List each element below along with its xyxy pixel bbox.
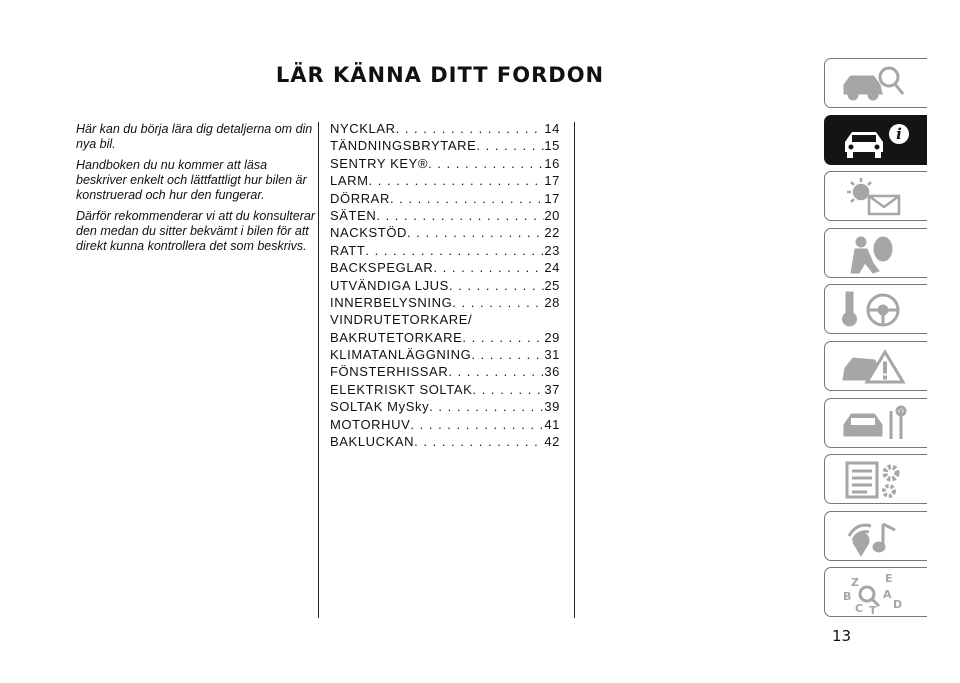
toc-page-number: 17 [544,190,560,206]
svg-text:i: i [896,124,902,143]
chapter-tab[interactable] [824,511,927,561]
toc-entry[interactable]: NACKSTÖD . . . 22 [330,225,560,242]
car-info-icon [839,120,911,162]
chapter-tab[interactable] [824,115,927,165]
airbag-icon [839,233,911,275]
index-letter: B [843,590,852,604]
toc-entry[interactable]: FÖNSTERHISSAR . . . 36 [330,364,560,381]
column-divider [318,122,319,618]
chapter-tab[interactable] [824,567,927,617]
toc-page-number: 22 [544,225,560,241]
toc-page-number: 31 [544,347,560,363]
chapter-tab[interactable] [824,58,927,108]
index-letter: C [855,602,864,615]
intro-paragraph: Handboken du nu kommer att läsa beskriver enkelt och lättfattligt hur bilen är konstruerad och hur den fungerar. [76,158,307,202]
toc-entry[interactable]: RATT . . . 23 [330,243,560,260]
table-of-contents [330,121,560,451]
toc-page-number: 15 [544,138,560,154]
toc-page-number: 42 [544,434,560,450]
index-letter: T [869,604,877,615]
toc-entry[interactable]: INNERBELYSNING . . . 28 [330,295,560,312]
chapter-tab[interactable] [824,398,927,448]
toc-page-number: 28 [544,294,560,310]
toc-entry[interactable]: SOLTAK MySky . . . 39 [330,399,560,416]
toc-entry[interactable]: ELEKTRISKT SOLTAK . . . 37 [330,382,560,399]
index-letter: E [885,572,893,586]
chapter-tab[interactable] [824,228,927,278]
toc-page-number: 24 [544,260,560,276]
toc-page-number: 41 [544,416,560,432]
toc-entry[interactable]: DÖRRAR . . . 17 [330,191,560,208]
toc-entry[interactable]: BAKLUCKAN . . . 42 [330,434,560,451]
alphabet-index-icon [839,572,911,614]
toc-page-number: 39 [544,399,560,415]
page-number: 13 [832,627,852,645]
index-letter: D [893,598,903,612]
toc-entry[interactable]: MOTORHUV . . . 41 [330,417,560,434]
light-message-icon [839,176,911,218]
intro-text [76,122,316,260]
toc-page-number: 37 [544,381,560,397]
toc-entry[interactable]: UTVÄNDIGA LJUS . . . 25 [330,278,560,295]
chapter-tab[interactable] [824,171,927,221]
toc-page-number: 29 [544,329,560,345]
chapter-tab[interactable] [824,454,927,504]
toc-entry[interactable]: LARM . . . 17 [330,173,560,190]
page-title: LÄR KÄNNA DITT FORDON [275,63,605,87]
chapter-tab[interactable] [824,341,927,391]
toc-entry[interactable]: SÄTEN . . . 20 [330,208,560,225]
steering-wheel-icon [839,289,911,331]
toc-entry[interactable]: TÄNDNINGSBRYTARE . . . 15 [330,138,560,155]
toc-entry[interactable]: BACKSPEGLAR . . . 24 [330,260,560,277]
toc-page-number: 20 [544,207,560,223]
toc-page-number: 36 [544,364,560,380]
toc-page-number: 25 [544,277,560,293]
toc-page-number: 14 [544,121,560,136]
chapter-tabs [824,58,928,624]
spec-list-gear-icon [839,459,911,501]
intro-paragraph: Här kan du börja lära dig detaljerna om din nya bil. [76,122,313,151]
toc-entry[interactable]: VINDRUTETORKARE/ BAKRUTETORKARE . . . 29 [330,312,560,347]
intro-paragraph: Därför rekommenderar vi att du konsulterar den medan du sitter bekvämt i bilen för att direkt kunna kontrollera det som beskrivs. [76,209,315,253]
chapter-tab[interactable] [824,284,927,334]
toc-entry[interactable]: SENTRY KEY® . . . 16 [330,156,560,173]
toc-page-number: 16 [544,155,560,171]
toc-entry[interactable]: NYCKLAR . . . 14 [330,121,560,138]
car-tools-icon [839,403,911,445]
media-music-icon [839,516,911,558]
toc-page-number: 17 [544,173,560,189]
index-letter: A [883,588,892,602]
toc-entry[interactable]: KLIMATANLÄGGNING . . . 31 [330,347,560,364]
toc-page-number: 23 [544,242,560,258]
car-search-icon [839,63,911,105]
column-divider [574,122,575,618]
index-letter: Z [851,576,859,590]
car-warning-icon [839,346,911,388]
